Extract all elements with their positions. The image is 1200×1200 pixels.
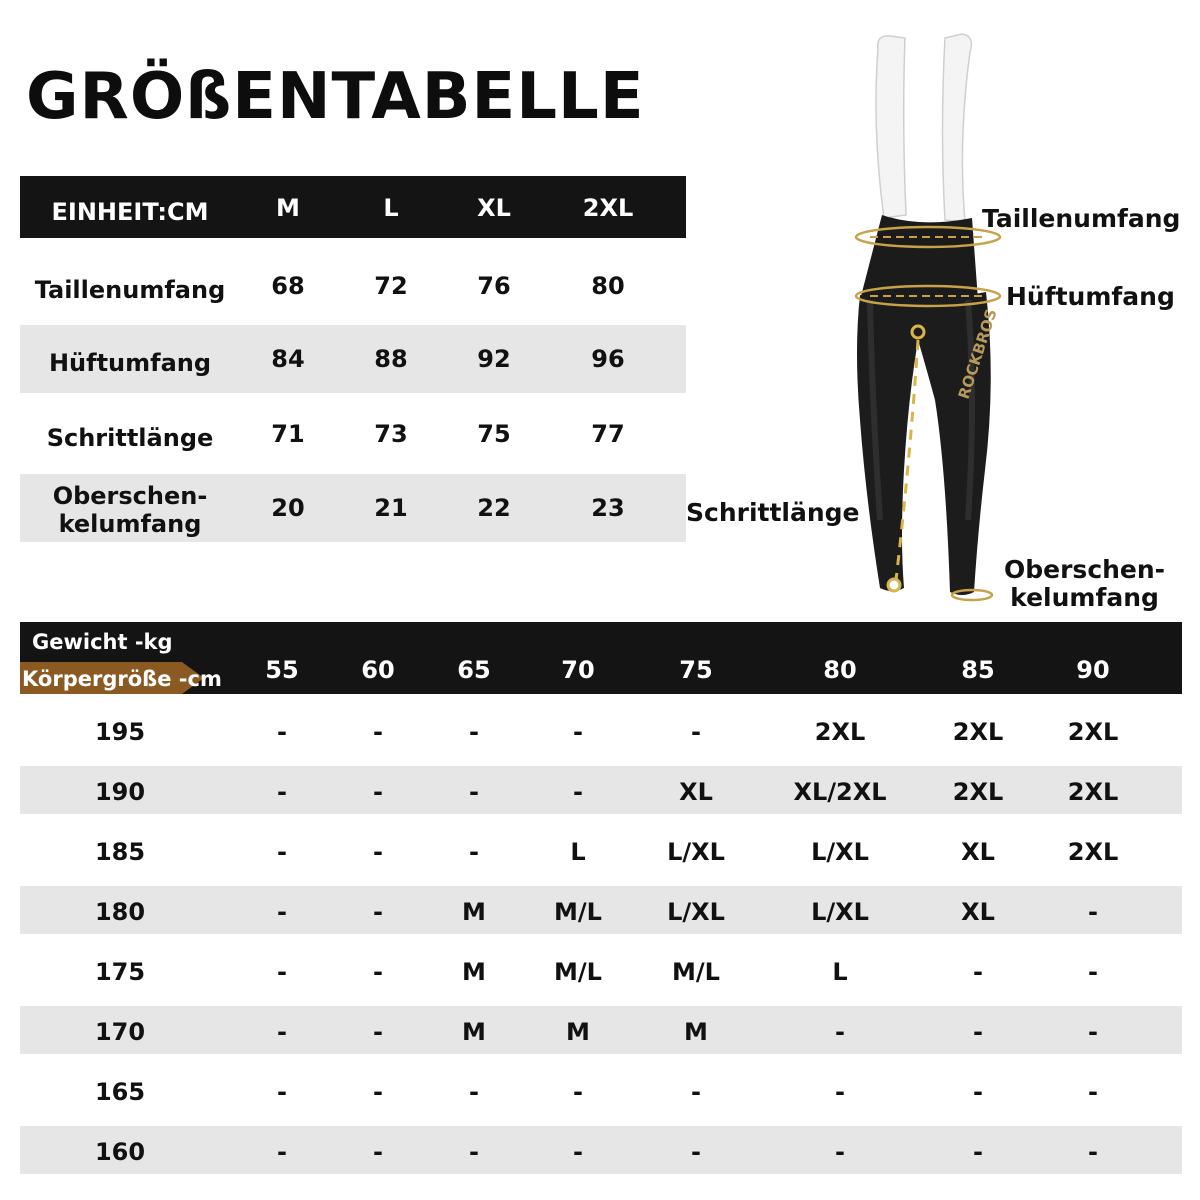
recommended-size: - [1088,898,1098,926]
recommended-size: M [684,1018,708,1046]
recommended-size: 2XL [1067,718,1119,746]
recommended-size: - [573,1138,583,1166]
recommended-size: 2XL [1067,778,1119,806]
size-value: 92 [477,345,511,373]
recommended-size: - [373,778,383,806]
size-value: 75 [477,420,511,448]
recommended-size: XL [679,778,713,806]
recommended-size: - [835,1018,845,1046]
recommended-size: M [462,958,486,986]
height-value: 170 [94,1018,146,1046]
recommended-size: - [573,778,583,806]
recommended-size: - [373,838,383,866]
recommended-size: 2XL [952,718,1004,746]
fit-table-row [20,766,1182,814]
weight-header: 80 [823,656,857,684]
height-value: 195 [94,718,146,746]
weight-axis-label: Gewicht -kg [32,630,173,654]
recommended-size: - [973,1138,983,1166]
height-axis-label: Körpergröße -cm [22,667,222,691]
recommended-size: XL/2XL [793,778,887,806]
recommended-size: - [973,1078,983,1106]
recommended-size: - [573,1078,583,1106]
recommended-size: M/L [554,898,602,926]
recommended-size: - [373,718,383,746]
recommended-size: - [835,1078,845,1106]
recommended-size: - [277,1078,287,1106]
recommended-size: - [1088,1138,1098,1166]
weight-header: 70 [561,656,595,684]
weight-header: 55 [265,656,299,684]
fit-table-row [20,1066,1182,1114]
recommended-size: M [462,898,486,926]
fit-table-row [20,1126,1182,1174]
callout-hip: Hüftumfang [1006,282,1175,311]
recommended-size: - [373,958,383,986]
height-value: 175 [94,958,146,986]
size-value: 96 [591,345,625,373]
recommended-size: 2XL [1067,838,1119,866]
unit-label: EINHEIT:CM [51,198,209,226]
recommended-size: - [1088,958,1098,986]
height-value: 185 [94,838,146,866]
size-value: 76 [477,272,511,300]
recommended-size: - [277,778,287,806]
recommended-size: - [1088,1078,1098,1106]
recommended-size: M [566,1018,590,1046]
size-value: 21 [374,494,408,522]
size-value: 73 [374,420,408,448]
recommended-size: - [469,1078,479,1106]
recommended-size: - [973,958,983,986]
callout-inseam: Schrittlänge [686,498,860,527]
size-header-l: L [383,194,399,222]
recommended-size: L/XL [811,898,869,926]
row-label: Schrittlänge [46,424,214,452]
recommended-size: - [469,718,479,746]
recommended-size: - [373,1138,383,1166]
callout-waist: Taillenumfang [982,204,1181,233]
size-value: 72 [374,272,408,300]
fit-table-row [20,1006,1182,1054]
size-value: 80 [591,272,625,300]
recommended-size: - [573,718,583,746]
size-header-xl: XL [477,194,511,222]
weight-header: 60 [361,656,395,684]
recommended-size: - [691,1078,701,1106]
recommended-size: L [832,958,848,986]
weight-header: 85 [961,656,995,684]
recommended-size: 2XL [952,778,1004,806]
recommended-size: - [277,718,287,746]
fit-table-header [20,622,1182,694]
recommended-size: - [277,898,287,926]
size-value: 77 [591,420,625,448]
recommended-size: M/L [554,958,602,986]
size-value: 71 [271,420,305,448]
recommended-size: 2XL [814,718,866,746]
recommended-size: - [691,718,701,746]
recommended-size: - [277,1018,287,1046]
size-value: 88 [374,345,408,373]
height-value: 180 [94,898,146,926]
size-value: 84 [271,345,305,373]
recommended-size: - [373,1018,383,1046]
recommended-size: M/L [672,958,720,986]
recommended-size: L/XL [667,898,725,926]
weight-header: 65 [457,656,491,684]
recommended-size: XL [961,898,995,926]
row-label: Oberschen- kelumfang [52,482,208,538]
recommended-size: - [277,958,287,986]
recommended-size: - [1088,1018,1098,1046]
recommended-size: - [469,1138,479,1166]
recommended-size: - [469,838,479,866]
recommended-size: - [973,1018,983,1046]
size-header-m: M [276,194,300,222]
brand-logo: ROCKBROS [954,306,1001,402]
recommended-size: L/XL [811,838,869,866]
size-value: 68 [271,272,305,300]
size-header-2xl: 2XL [582,194,634,222]
recommended-size: L [570,838,586,866]
recommended-size: - [691,1138,701,1166]
fit-table-row [20,706,1182,754]
fit-table-row [20,886,1182,934]
fit-table-row [20,946,1182,994]
page-title: GRÖßENTABELLE [26,60,645,134]
recommended-size: M [462,1018,486,1046]
size-value: 20 [271,494,305,522]
size-value: 23 [591,494,625,522]
recommended-size: - [373,898,383,926]
fit-table-row [20,826,1182,874]
row-label: Taillenumfang [34,276,226,304]
recommended-size: XL [961,838,995,866]
recommended-size: - [835,1138,845,1166]
recommended-size: - [277,1138,287,1166]
callout-thigh: Oberschen- kelumfang [1004,555,1166,612]
height-value: 190 [94,778,146,806]
weight-header: 90 [1076,656,1110,684]
size-value: 22 [477,494,511,522]
height-value: 160 [94,1138,146,1166]
recommended-size: - [277,838,287,866]
recommended-size: - [469,778,479,806]
weight-header: 75 [679,656,713,684]
recommended-size: - [373,1078,383,1106]
recommended-size: L/XL [667,838,725,866]
row-label: Hüftumfang [48,349,212,377]
height-value: 165 [94,1078,146,1106]
